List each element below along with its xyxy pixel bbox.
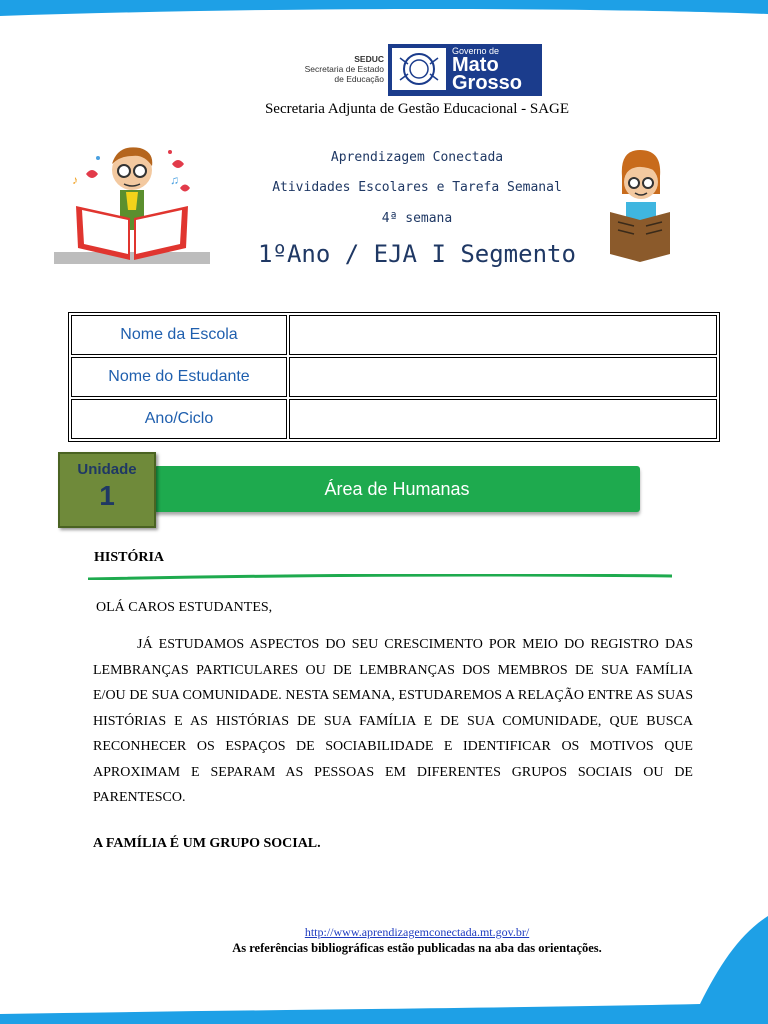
area-banner: Área de Humanas	[154, 466, 640, 512]
intro-paragraph: JÁ ESTUDAMOS ASPECTOS DO SEU CRESCIMENTO POR MEIO DO REGISTRO DAS LEMBRANÇAS PARTICULARES OU DE LEMBRANÇAS DOS MEMBROS DE SUA FAMÍLIA E/OU DE SUA COMUNIDADE. NESTA SEMANA, ESTUDAREMOS A RELAÇÃO ENTRE AS SUAS HISTÓRIAS E AS HISTÓRIAS DE SUA FAMÍLIA E DE SUA COMUNIDADE, QUE BUSCA RECONHECER OS ESPAÇOS DE SOCIABILIDADE E IDENTIFICAR OS MOTIVOS QUE APROXIMAM E SEPARAM AS PESSOAS EM DIFERENTES GRUPOS SOCIAIS OU DE PARENTESCO.	[93, 637, 693, 805]
program-title: Aprendizagem Conectada	[330, 150, 504, 165]
sage-subtitle: Secretaria Adjunta de Gestão Educacional - SAGE	[264, 101, 570, 117]
table-row	[71, 399, 717, 439]
section-heading: A FAMÍLIA É UM GRUPO SOCIAL.	[93, 836, 321, 851]
table-row	[71, 315, 717, 355]
bottom-wave-decoration	[0, 904, 768, 1024]
svg-text:♫: ♫	[170, 173, 179, 187]
table-row	[71, 357, 717, 397]
government-logo-text: Governo de Mato Grosso	[452, 46, 523, 94]
student-info-table	[68, 312, 720, 442]
subject-heading: HISTÓRIA	[94, 550, 165, 565]
school-name-field[interactable]	[289, 315, 717, 355]
svg-text:♪: ♪	[72, 173, 78, 187]
greeting-text: OLÁ CAROS ESTUDANTES,	[96, 600, 273, 615]
references-note: As referências bibliográficas estão publicadas na aba das orientações.	[232, 941, 602, 955]
website-link[interactable]: http://www.aprendizagemconectada.mt.gov.br/	[304, 925, 530, 939]
student-name-field[interactable]	[289, 357, 717, 397]
unit-badge	[58, 452, 156, 528]
year-cycle-field[interactable]	[289, 399, 717, 439]
year-cycle-label: Ano/Ciclo	[71, 399, 287, 439]
week-label: 4ª semana	[381, 211, 453, 226]
state-crest-icon	[392, 48, 446, 90]
divider	[88, 574, 672, 580]
student-name-label: Nome do Estudante	[71, 357, 287, 397]
unit-label: Unidade	[77, 461, 137, 478]
activities-title: Atividades Escolares e Tarefa Semanal	[272, 180, 562, 195]
top-wave-decoration	[0, 0, 768, 60]
seduc-logo-text: SEDUC Secretaria de Estado de Educação	[304, 54, 384, 84]
unit-number: 1	[99, 480, 115, 511]
page-title: 1ºAno / EJA I Segmento	[258, 240, 576, 268]
school-name-label: Nome da Escola	[71, 315, 287, 355]
